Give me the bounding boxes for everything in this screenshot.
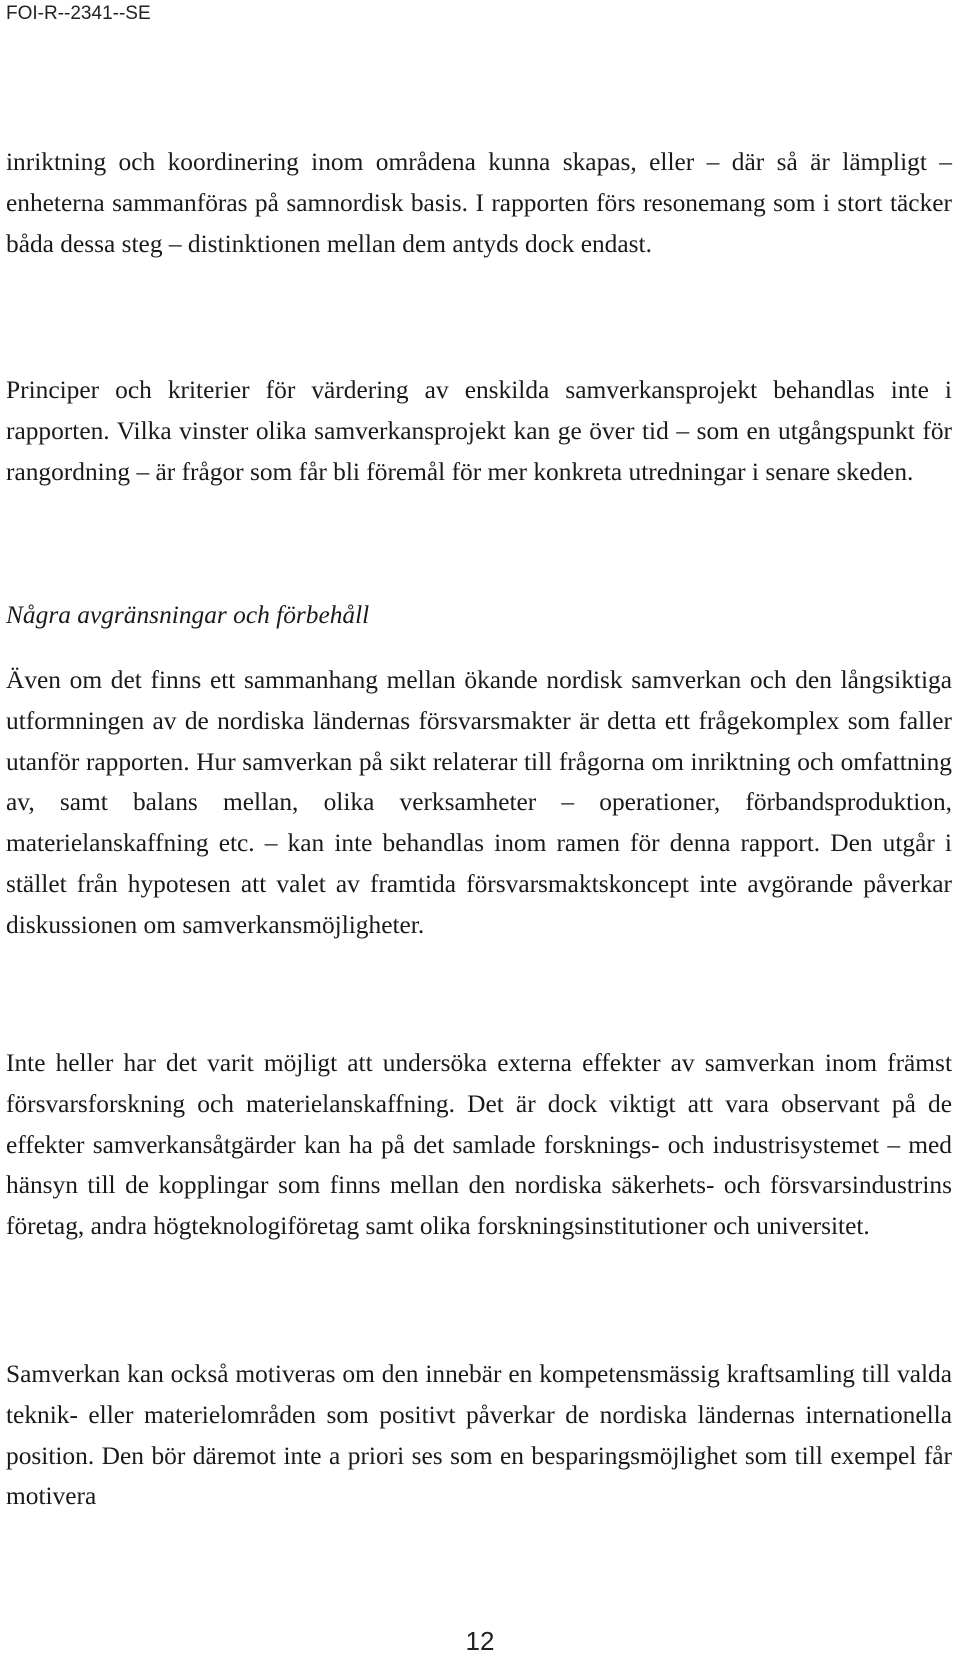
report-id: FOI-R--2341--SE [6,3,151,24]
section-heading: Några avgränsningar och förbehåll [6,601,370,629]
paragraph-3: Även om det finns ett sammanhang mellan ökande nordisk samverkan och den långsiktiga utformningen av de nordiska ländernas försvarsmakter är detta ett frågekomplex som faller utanför rapporten. Hur samverkan på sikt relaterar till frågorna om inriktning och omfattning av, samt balans mellan, olika verksamheter – operationer, förbandsproduktion, materielanskaffning etc. – kan inte behandlas inom ramen för denna rapport. Den utgår i stället från hypotesen att valet av framtida försvarsmaktskoncept inte avgörande påverkar diskussionen om samverkansmöjligheter. [6,666,952,939]
paragraph-1: inriktning och koordinering inom områdena kunna skapas, eller – där så är lämpligt – enheterna sammanföras på samnordisk basis. I rapporten förs resonemang som i stort täcker båda dessa steg – distinktionen mellan dem antyds dock endast. [6,148,952,258]
paragraph-2: Principer och kriterier för värdering av enskilda samverkansprojekt behandlas inte i rapporten. Vilka vinster olika samverkansprojekt kan ge över tid – som en utgångspunkt för rangordning – är frågor som får bli föremål för mer konkreta utredningar i senare skeden. [6,376,952,486]
page-number: 12 [465,1626,495,1656]
paragraph-4: Inte heller har det varit möjligt att undersöka externa effekter av samverkan inom främst försvarsforskning och materielanskaffning. Det är dock viktigt att vara observant på de effekter samverkansåtgärder kan ha på det samlade forsknings- och industrisystemet – med hänsyn till de kopplingar som finns mellan den nordiska säkerhets- och försvarsindustrins företag, andra högteknologiföretag samt olika forskningsinstitutioner och universitet. [6,1049,952,1241]
paragraph-5: Samverkan kan också motiveras om den innebär en kompetensmässig kraftsamling till valda teknik- eller materielområden som positivt påverkar de nordiska ländernas internationella position. Den bör däremot inte a priori ses som en besparingsmöjlighet som till exempel får motivera [6,1360,952,1511]
